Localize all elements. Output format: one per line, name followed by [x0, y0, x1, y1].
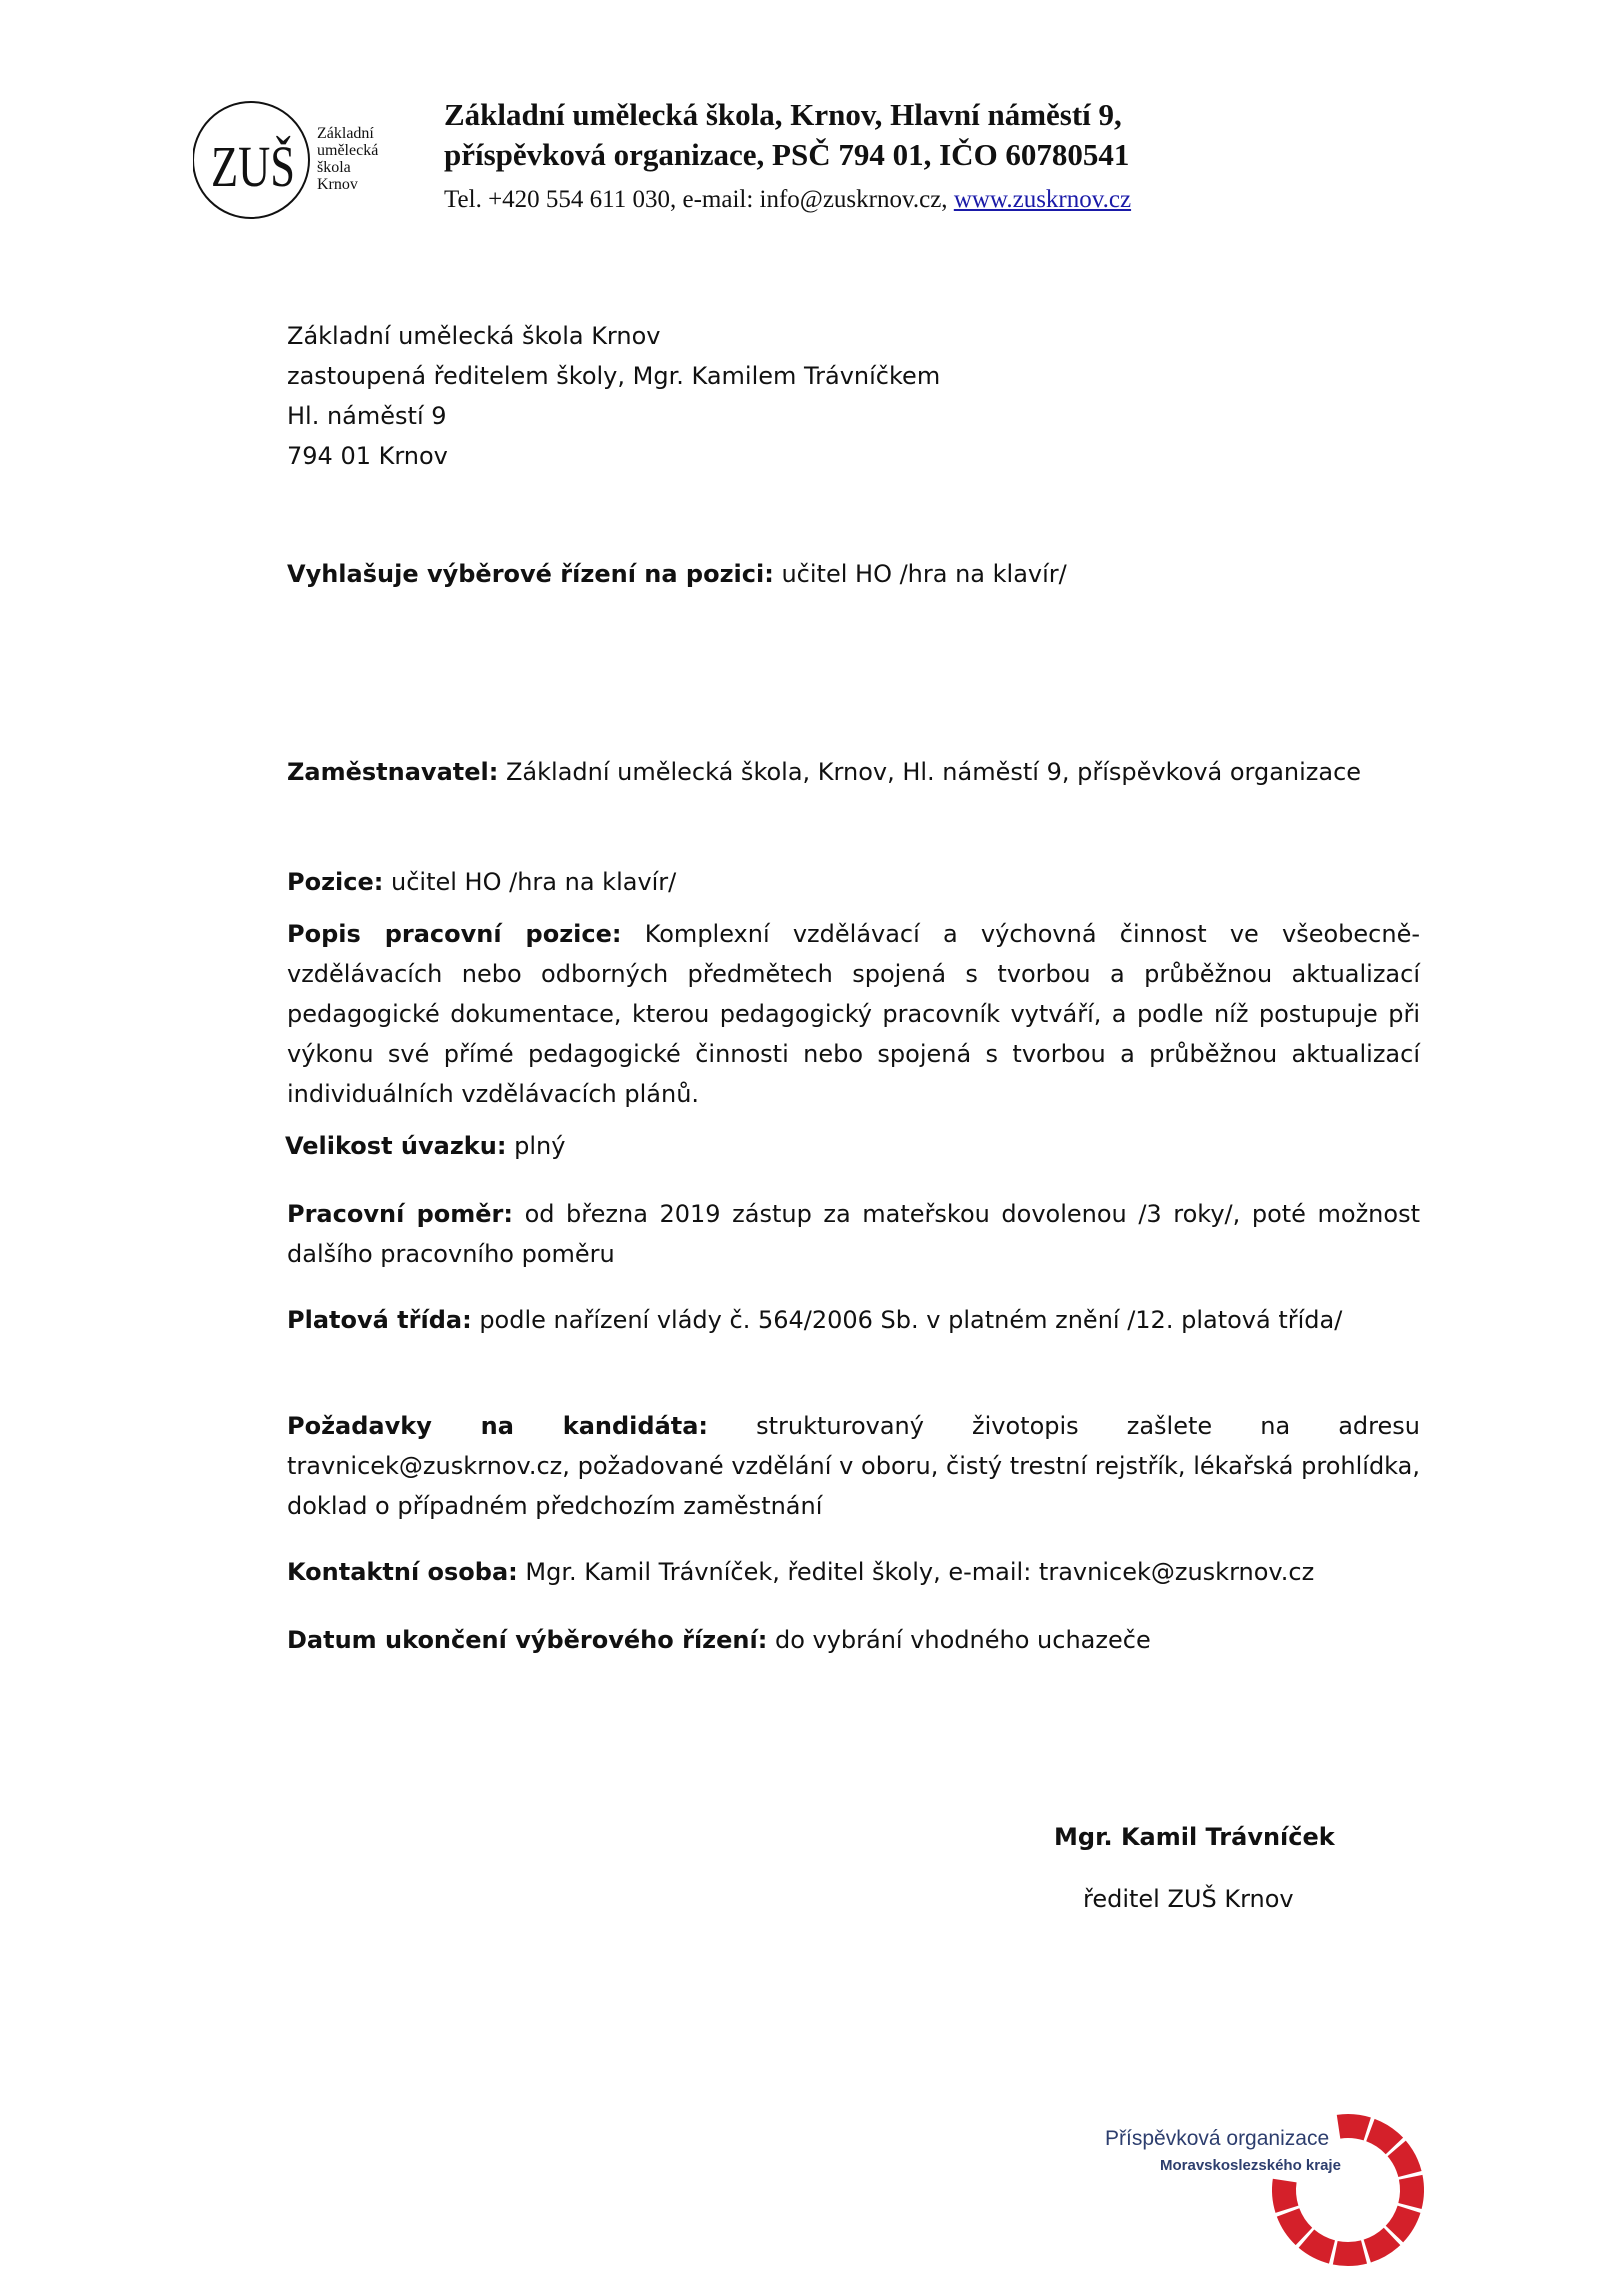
workload-value: plný	[506, 1132, 566, 1160]
contact-value: Mgr. Kamil Trávníček, ředitel školy, e-mail: travnicek@zuskrnov.cz	[517, 1558, 1315, 1586]
requirements-value: strukturovaný životopis zašlete na adresu travnicek@zuskrnov.cz, požadované vzdělání v oboru, čistý trestní rejstřík, lékařská prohlídka, doklad o případném předchozím zaměstnání	[287, 1412, 1420, 1520]
deadline-value: do vybrání vhodného uchazeče	[767, 1626, 1151, 1654]
header-contact	[444, 186, 1131, 214]
requirements-label: Požadavky na kandidáta:	[287, 1412, 709, 1440]
signature-role: ředitel ZUŠ Krnov	[1083, 1885, 1294, 1913]
announcement	[287, 554, 1427, 594]
footer-org-line-2: Moravskoslezského kraje	[1160, 2157, 1341, 2174]
field-workload	[285, 1126, 1418, 1166]
ring-segment	[1333, 2240, 1367, 2266]
field-employer	[287, 752, 1420, 792]
header-school-name: Základní umělecká škola, Krnov, Hlavní náměstí 9,	[444, 97, 1122, 132]
footer-org-line-1: Příspěvková organizace	[1105, 2127, 1330, 2150]
logo-line-1: Základní	[317, 125, 374, 142]
ring-segment	[1398, 2175, 1424, 2209]
announcement-label: Vyhlašuje výběrové řízení na pozici:	[287, 560, 774, 588]
salary-value: podle nařízení vlády č. 564/2006 Sb. v platném znění /12. platová třída/	[471, 1306, 1343, 1334]
header-contact-text: Tel. +420 554 611 030, e-mail: info@zuskrnov.cz,	[444, 186, 954, 213]
ring-segment	[1337, 2114, 1371, 2140]
logo-line-4: Krnov	[317, 176, 358, 193]
field-contact	[287, 1552, 1420, 1592]
field-position	[287, 862, 1420, 902]
field-description	[287, 914, 1420, 1114]
description-value: Komplexní vzdělávací a výchovná činnost ve všeobecně-vzdělávacích nebo odborných předmětech spojená s tvorbou a průběžnou aktualizací pedagogické dokumentace, kterou pedagogický pracovník vytváří, a podle níž postupuje při výkonu své přímé pedagogické činnosti nebo spojená s tvorbou a průběžnou aktualizací individuálních vzdělávacích plánů.	[287, 920, 1421, 1108]
logo-line-2: umělecká	[317, 142, 379, 159]
ring-segment	[1272, 2179, 1298, 2213]
header-org-details: příspěvková organizace, PSČ 794 01, IČO 60780541	[444, 137, 1130, 172]
salary-label: Platová třída:	[287, 1306, 472, 1334]
employer-label: Zaměstnavatel:	[287, 758, 499, 786]
region-ring-logo	[1258, 2100, 1438, 2280]
signature-name: Mgr. Kamil Trávníček	[1054, 1823, 1335, 1851]
contact-label: Kontaktní osoba:	[287, 1558, 518, 1586]
deadline-label: Datum ukončení výběrového řízení:	[287, 1626, 768, 1654]
field-salary	[287, 1300, 1420, 1340]
address-line-4: 794 01 Krnov	[287, 442, 448, 470]
employment-value: od března 2019 zástup za mateřskou dovolenou /3 roky/, poté možnost dalšího pracovního poměru	[287, 1200, 1420, 1268]
description-label: Popis pracovní pozice:	[287, 920, 622, 948]
employer-value: Základní umělecká škola, Krnov, Hl. náměstí 9, příspěvková organizace	[498, 758, 1362, 786]
announcement-value: učitel HO /hra na klavír/	[773, 560, 1067, 588]
logo-mark: ZUŠ	[211, 134, 295, 199]
address-block	[287, 316, 1187, 476]
logo-line-3: škola	[317, 159, 351, 176]
field-employment	[287, 1194, 1420, 1274]
field-requirements	[287, 1406, 1420, 1526]
ring-segments	[1272, 2114, 1424, 2266]
address-line-3: Hl. náměstí 9	[287, 402, 447, 430]
field-deadline	[287, 1620, 1420, 1660]
workload-label: Velikost úvazku:	[285, 1132, 507, 1160]
address-line-1: Základní umělecká škola Krnov	[287, 322, 661, 350]
position-value: učitel HO /hra na klavír/	[383, 868, 677, 896]
address-line-2: zastoupená ředitelem školy, Mgr. Kamilem Trávníčkem	[287, 362, 941, 390]
school-logo	[193, 98, 393, 228]
position-label: Pozice:	[287, 868, 384, 896]
website-link[interactable]: www.zuskrnov.cz	[953, 186, 1132, 213]
employment-label: Pracovní poměr:	[287, 1200, 513, 1228]
